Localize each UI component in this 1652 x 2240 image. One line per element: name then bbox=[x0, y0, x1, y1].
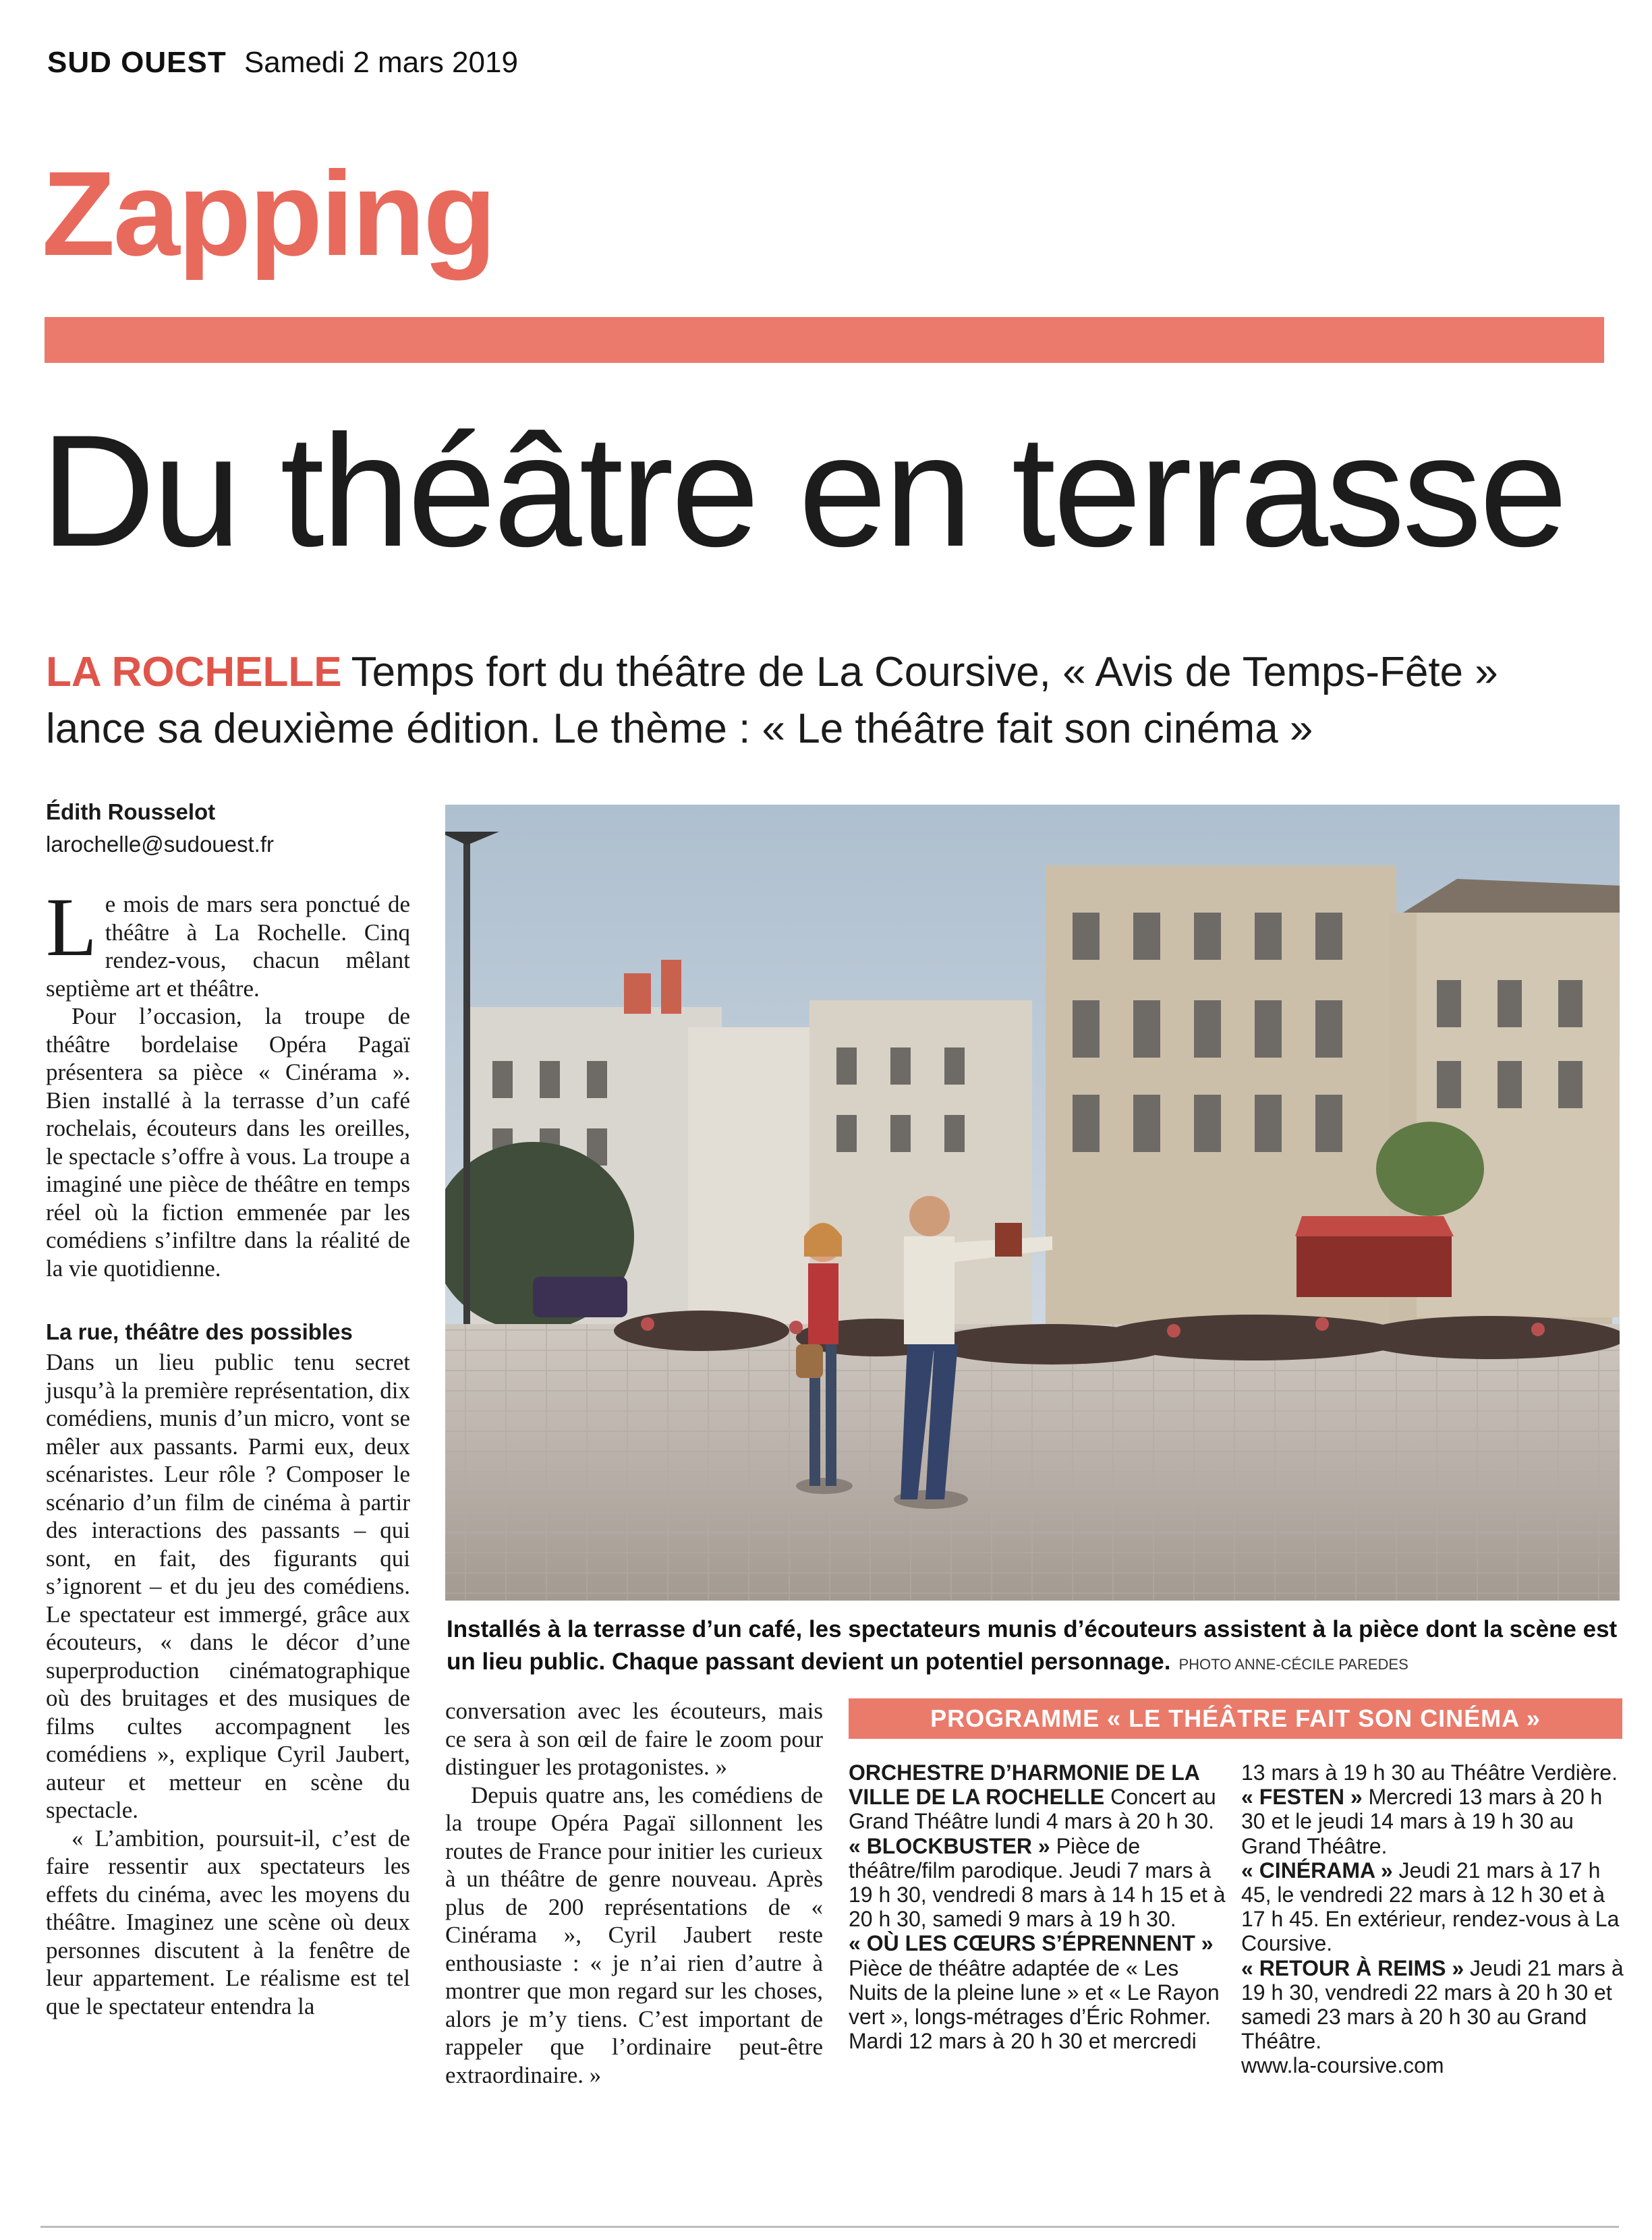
byline bbox=[46, 796, 274, 861]
deck-text: Temps fort du théâtre de La Coursive, « Avis de Temps-Fête » lance sa deuxième édition. Le thème : « Le théâtre fait son cinéma » bbox=[46, 649, 1498, 752]
programme-column-1 bbox=[849, 1760, 1226, 2053]
newspaper-name: SUD OUEST bbox=[47, 46, 227, 79]
article-paragraph: conversation avec les écouteurs, mais ce sera à son œil de faire le zoom pour distinguer les protagonistes. » bbox=[445, 1698, 823, 1780]
programme-item: « RETOUR À REIMS » Jeudi 21 mars à 19 h 30, vendredi 22 mars à 20 h 30 et samedi 23 mars à 20 h 30 au Grand Théâtre. bbox=[1241, 1955, 1624, 2054]
programme-item: « CINÉRAMA » Jeudi 21 mars à 17 h 45, le vendredi 22 mars à 12 h 30 et à 17 h 45. En extérieur, rendez-vous à La Coursive. bbox=[1241, 1858, 1620, 1956]
byline-email: larochelle@sudouest.fr bbox=[46, 832, 275, 857]
programme-item: ORCHESTRE D’HARMONIE DE LA VILLE DE LA ROCHELLE Concert au Grand Théâtre lundi 4 mars à 20 h 30. bbox=[849, 1760, 1216, 1834]
photo-credit: PHOTO ANNE-CÉCILE PAREDES bbox=[1178, 1656, 1408, 1673]
programme-item: « FESTEN » Mercredi 13 mars à 20 h 30 et le jeudi 14 mars à 19 h 30 au Grand Théâtre. bbox=[1241, 1785, 1603, 1858]
programme-item: « BLOCKBUSTER » Pièce de théâtre/film parodique. Jeudi 7 mars à 19 h 30, vendredi 8 mars à 14 h 15 et à 20 h 30, samedi 9 mars à 19 h 30. bbox=[849, 1833, 1226, 1932]
deck bbox=[46, 644, 1604, 757]
masthead bbox=[47, 46, 518, 80]
article-paragraph: Depuis quatre ans, les comédiens de la troupe Opéra Pagaï sillonnent les routes de France pour initier les curieux à un théâtre de genre nouveau. Après plus de 200 représentations de « Cinérama », Cyril Jaubert reste enthousiaste : « je n’ai rien d’autre à montrer que mon regard sur les choses, alors je m’y tiens. C’est important de rappeler que l’ordinaire peut-être extraordinaire. » bbox=[445, 1781, 823, 2088]
article-paragraph: Dans un lieu public tenu secret jusqu’à la première représentation, dix comédiens, munis d’un micro, vont se mêler aux passants. Parmi eux, deux scénaristes. Leur rôle ? Composer le scénario d’un film de cinéma à partir des interactions des passants – qui sont, en fait, des figurants qui s’ignorent – et du jeu des comédiens. Le spectateur est immergé, grâce aux écouteurs, « dans le décor d’une superproduction cinématographique où des bruitages et des musiques de films cultes accompagnent les comédiens », explique Cyril Jaubert, auteur et metteur en scène du spectacle. bbox=[46, 1349, 410, 1823]
article-subhead: La rue, théâtre des possibles bbox=[46, 1319, 353, 1344]
headline: Du théâtre en terrasse bbox=[40, 402, 1566, 580]
deck-kicker: LA ROCHELLE bbox=[46, 649, 342, 695]
photo-caption bbox=[447, 1613, 1620, 1681]
byline-author: Édith Rousselot bbox=[46, 799, 216, 824]
programme-item: « OÙ LES CŒURS S’ÉPRENNENT » Pièce de théâtre adaptée de « Les Nuits de la pleine lune » et « Le Rayon vert », longs-métrages d’Éric Rohmer. Mardi 12 mars à 20 h 30 et mercredi bbox=[849, 1931, 1220, 2054]
article-paragraph: Pour l’occasion, la troupe de théâtre bordelaise Opéra Pagaï présentera sa pièce « Cinérama ». Bien installé à la terrasse d’un café rochelais, écouteurs dans les oreilles, le spectacle s’offre à vous. La troupe a imaginé une pièce de théâtre en temps réel où la fiction emmenée par les comédiens s’infiltre dans la réalité de la vie quotidienne. bbox=[46, 1003, 410, 1282]
section-title: Zapping bbox=[42, 146, 495, 281]
programme-title: PROGRAMME « LE THÉÂTRE FAIT SON CINÉMA » bbox=[849, 1698, 1622, 1739]
programme-item: 13 mars à 19 h 30 au Théâtre Verdière. bbox=[1241, 1760, 1618, 1785]
bottom-rule bbox=[40, 2226, 1619, 2228]
programme-column-2 bbox=[1241, 1760, 1626, 2078]
article-column-1 bbox=[46, 881, 410, 2020]
article-paragraph: « L’ambition, poursuit-il, c’est de faire ressentir aux spectateurs les effets du cinéma, avec les moyens du théâtre. Imaginez une scène où deux personnes discutent à la fenêtre de leur appartement. Le réalisme est tel que le spectateur entendra la bbox=[46, 1825, 410, 2019]
article-photo bbox=[445, 805, 1620, 1601]
section-bar bbox=[45, 317, 1604, 363]
caption-text: Installés à la terrasse d’un café, les spectateurs munis d’écouteurs assistent à la pièce dont la scène est un lieu public. Chaque passant devient un potentiel personnage. bbox=[447, 1616, 1618, 1675]
article-column-2 bbox=[445, 1697, 823, 2089]
issue-date: Samedi 2 mars 2019 bbox=[244, 46, 518, 79]
drop-cap: L bbox=[46, 881, 97, 973]
article-paragraph: Le mois de mars sera ponctué de théâtre à La Rochelle. Cinq rendez-vous, chacun mêlant septième art et théâtre. bbox=[46, 881, 410, 1002]
programme-url[interactable]: www.la-coursive.com bbox=[1241, 2053, 1444, 2078]
